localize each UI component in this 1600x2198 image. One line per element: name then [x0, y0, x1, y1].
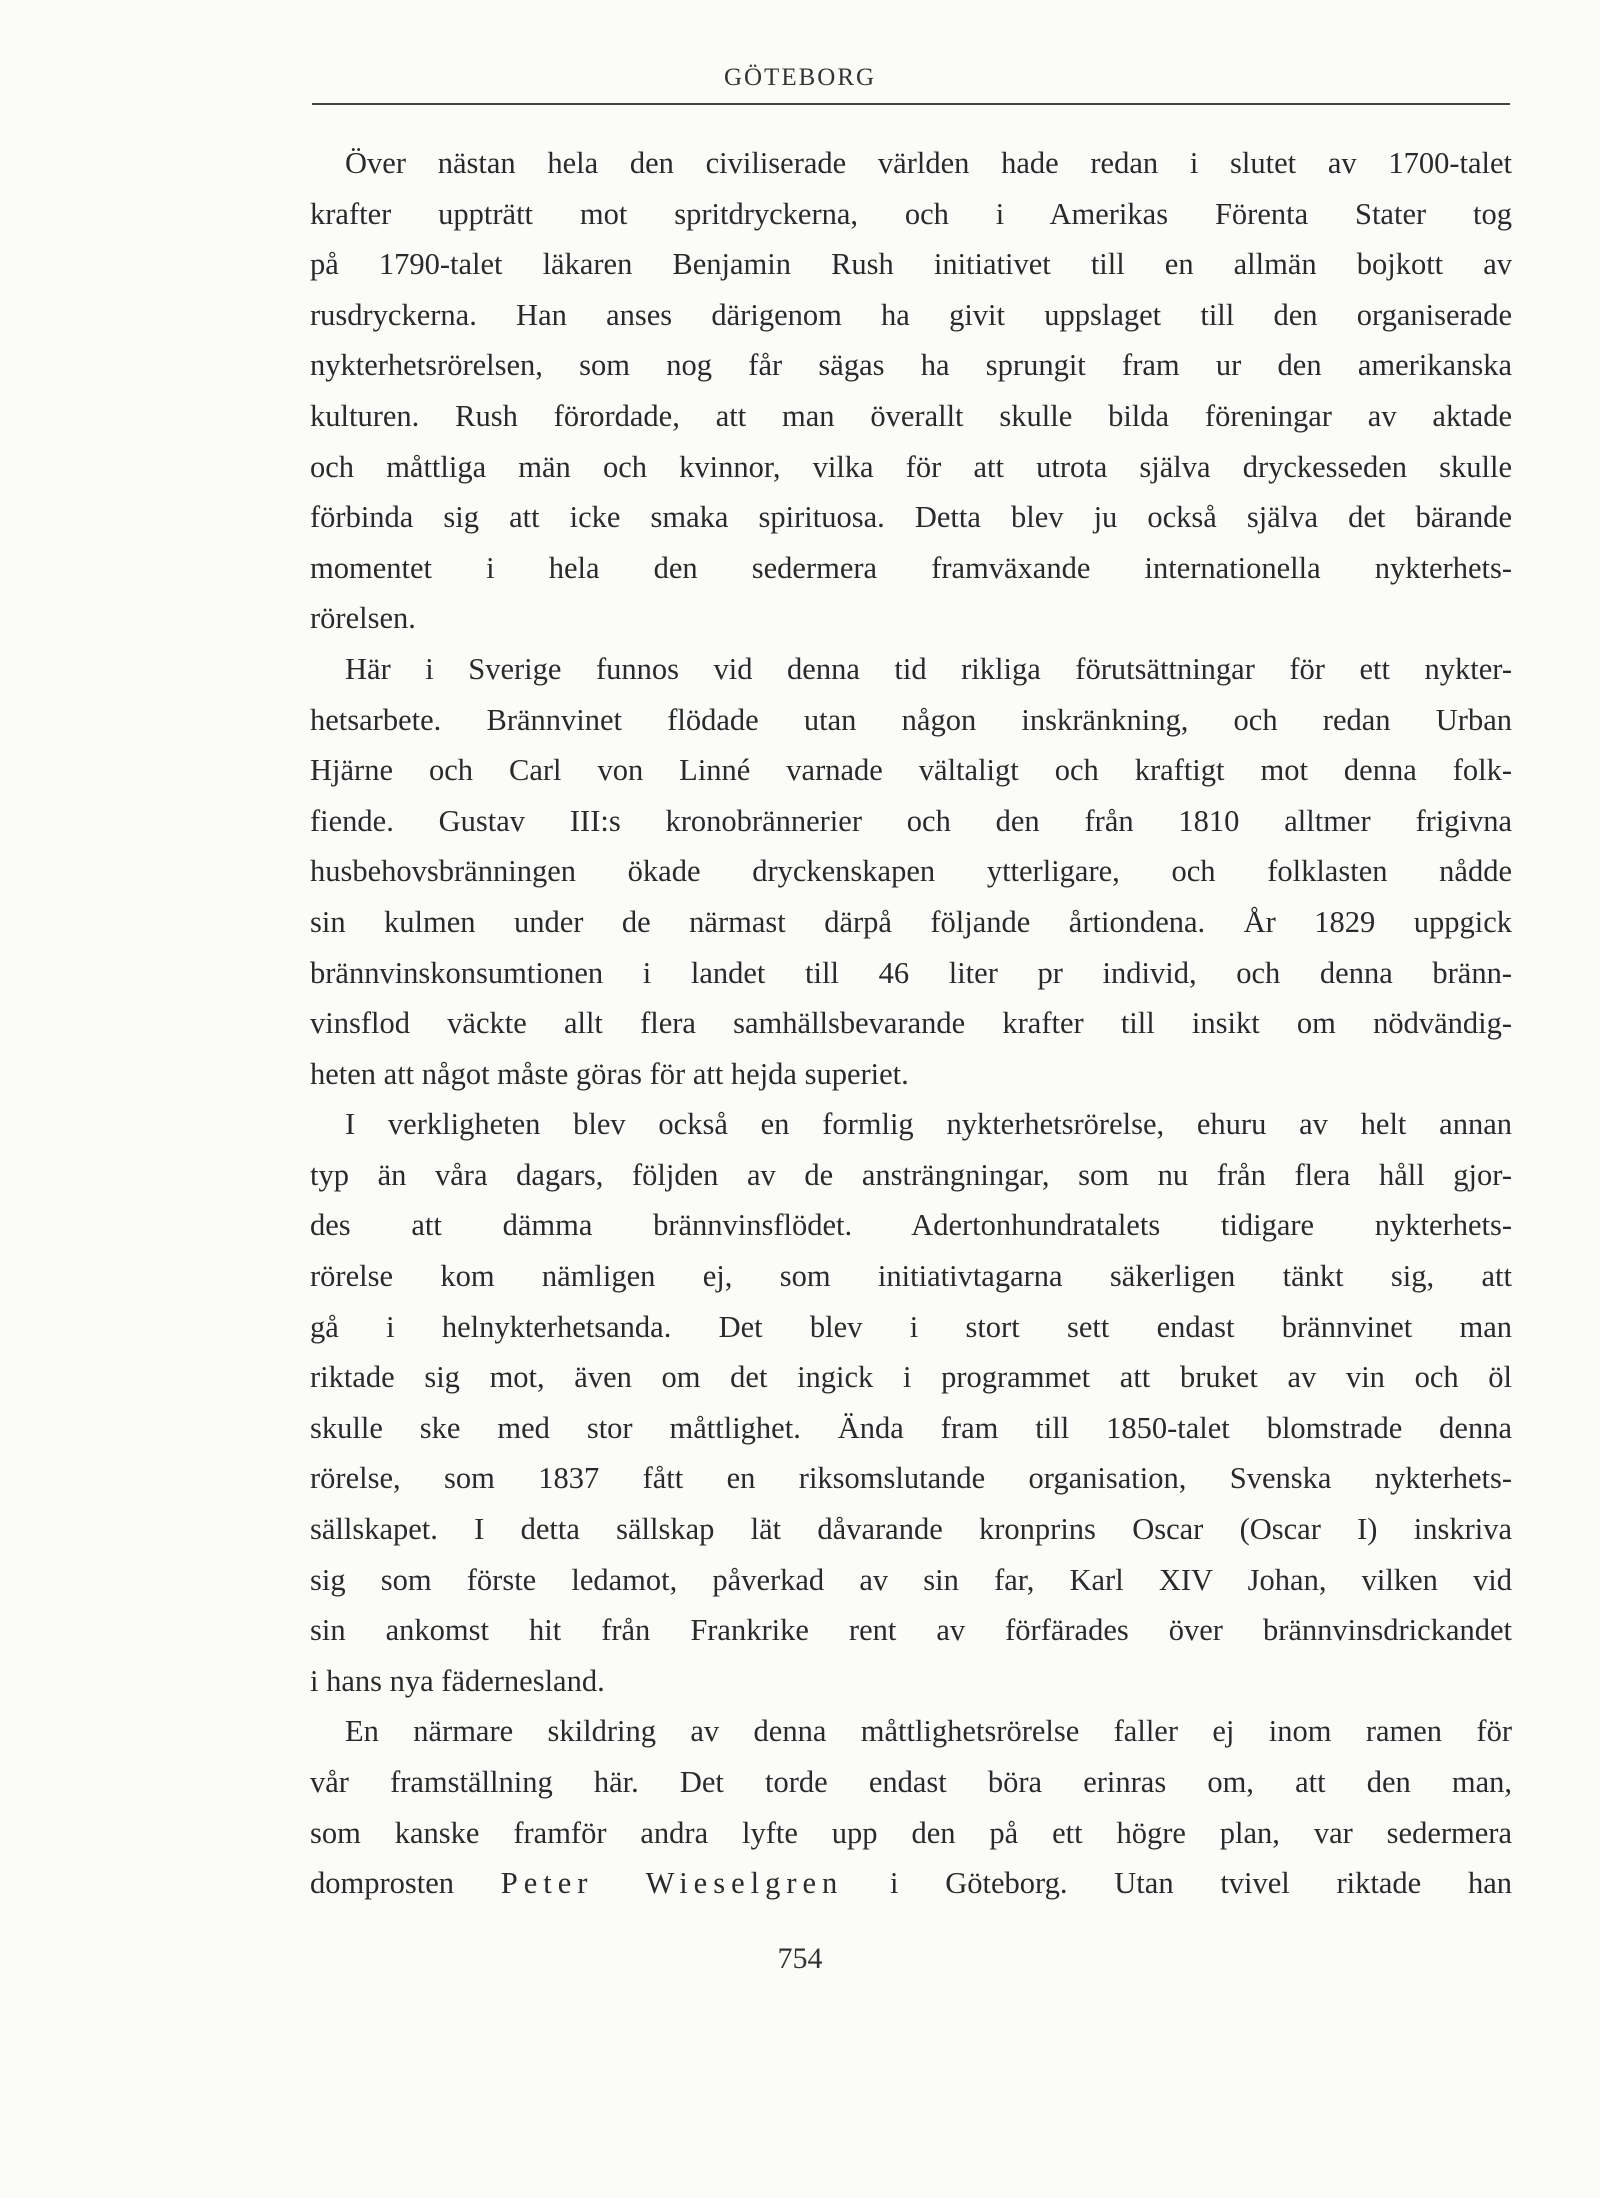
- text-line: rörelsen.: [310, 601, 416, 636]
- text-line: kulturen. Rush förordade, att man överallt skulle bilda föreningar av aktade: [310, 398, 1512, 433]
- text-line: nykterhetsrörelsen, som nog får sägas ha sprungit fram ur den amerikanska: [310, 348, 1512, 383]
- text-fragment: i Göteborg. Utan tvivel riktade han: [843, 1866, 1512, 1901]
- text-line: skulle ske med stor måttlighet. Ända fram till 1850-talet blomstrade denna: [310, 1410, 1512, 1445]
- text-line: vår framställning här. Det torde endast böra erinras om, att den man,: [310, 1765, 1512, 1799]
- text-line: gå i helnykterhetsanda. Det blev i stort sett endast brännvinet man: [310, 1309, 1512, 1344]
- text-line: krafter uppträtt mot spritdryckerna, och i Amerikas Förenta Stater tog: [310, 196, 1512, 231]
- text-line: typ än våra dagars, följden av de ansträngningar, som nu från flera håll gjor-: [310, 1157, 1512, 1192]
- body-text: [310, 138, 1512, 1909]
- text-line-final: [310, 1858, 1512, 1909]
- text-line: sällskapet. I detta sällskap lät dåvarande kronprins Oscar (Oscar I) inskriva: [310, 1512, 1512, 1547]
- paragraph-2: [310, 644, 1512, 1099]
- text-line: rörelse, som 1837 fått en riksomslutande organisation, Svenska nykterhets-: [310, 1461, 1512, 1496]
- text-line: riktade sig mot, även om det ingick i programmet att bruket av vin och öl: [310, 1360, 1512, 1395]
- header-rule: [312, 103, 1510, 105]
- text-line: fiende. Gustav III:s kronobrännerier och den från 1810 alltmer frigivna: [310, 803, 1512, 838]
- text-line: Hjärne och Carl von Linné varnade vältaligt och kraftigt mot denna folk-: [310, 753, 1512, 788]
- text-line: sin ankomst hit från Frankrike rent av förfärades över brännvinsdrickandet: [310, 1613, 1512, 1648]
- text-line: som kanske framför andra lyfte upp den på ett högre plan, var sedermera: [310, 1815, 1512, 1850]
- text-fragment: domprosten: [310, 1866, 501, 1901]
- text-line: En närmare skildring av denna måttlighetsrörelse faller ej inom ramen för: [345, 1714, 1512, 1749]
- text-line: vinsflod väckte allt flera samhällsbevarande krafter till insikt om nödvändig-: [310, 1006, 1512, 1041]
- paragraph-3: [310, 1099, 1512, 1706]
- text-line: heten att något måste göras för att hejda superiet.: [310, 1056, 909, 1091]
- text-line: momentet i hela den sedermera framväxande internationella nykterhets-: [310, 550, 1512, 585]
- running-title: GÖTEBORG: [723, 64, 877, 91]
- text-line: husbehovsbränningen ökade dryckenskapen ytterligare, och folklasten nådde: [310, 854, 1512, 889]
- paragraph-4: [310, 1706, 1512, 1908]
- text-line: des att dämma brännvinsflödet. Adertonhundratalets tidigare nykterhets-: [310, 1208, 1512, 1243]
- person-name-spaced: Peter Wieselgren: [500, 1866, 844, 1901]
- paragraph-1: [310, 138, 1512, 644]
- text-line: I verkligheten blev också en formlig nykterhetsrörelse, ehuru av helt annan: [345, 1107, 1512, 1142]
- text-line: sig som förste ledamot, påverkad av sin far, Karl XIV Johan, vilken vid: [310, 1562, 1512, 1597]
- text-line: hetsarbete. Brännvinet flödade utan någon inskränkning, och redan Urban: [310, 702, 1512, 737]
- text-line: rusdryckerna. Han anses därigenom ha givit uppslaget till den organiserade: [310, 297, 1512, 332]
- text-line: i hans nya fädernesland.: [310, 1663, 605, 1698]
- text-line: och måttliga män och kvinnor, vilka för att utrota själva dryckesseden skulle: [310, 449, 1512, 484]
- text-line: Över nästan hela den civiliserade världen hade redan i slutet av 1700-talet: [345, 146, 1512, 180]
- text-line: Här i Sverige funnos vid denna tid rikliga förutsättningar för ett nykter-: [345, 651, 1512, 686]
- text-line: på 1790-talet läkaren Benjamin Rush initiativet till en allmän bojkott av: [310, 247, 1512, 282]
- page-number: 754: [777, 1942, 823, 1975]
- text-line: brännvinskonsumtionen i landet till 46 liter pr individ, och denna bränn-: [310, 955, 1512, 990]
- text-line: sin kulmen under de närmast därpå följande årtiondena. År 1829 uppgick: [310, 904, 1512, 939]
- text-line: rörelse kom nämligen ej, som initiativtagarna säkerligen tänkt sig, att: [310, 1259, 1512, 1294]
- text-line: förbinda sig att icke smaka spirituosa. Detta blev ju också själva det bärande: [310, 500, 1512, 535]
